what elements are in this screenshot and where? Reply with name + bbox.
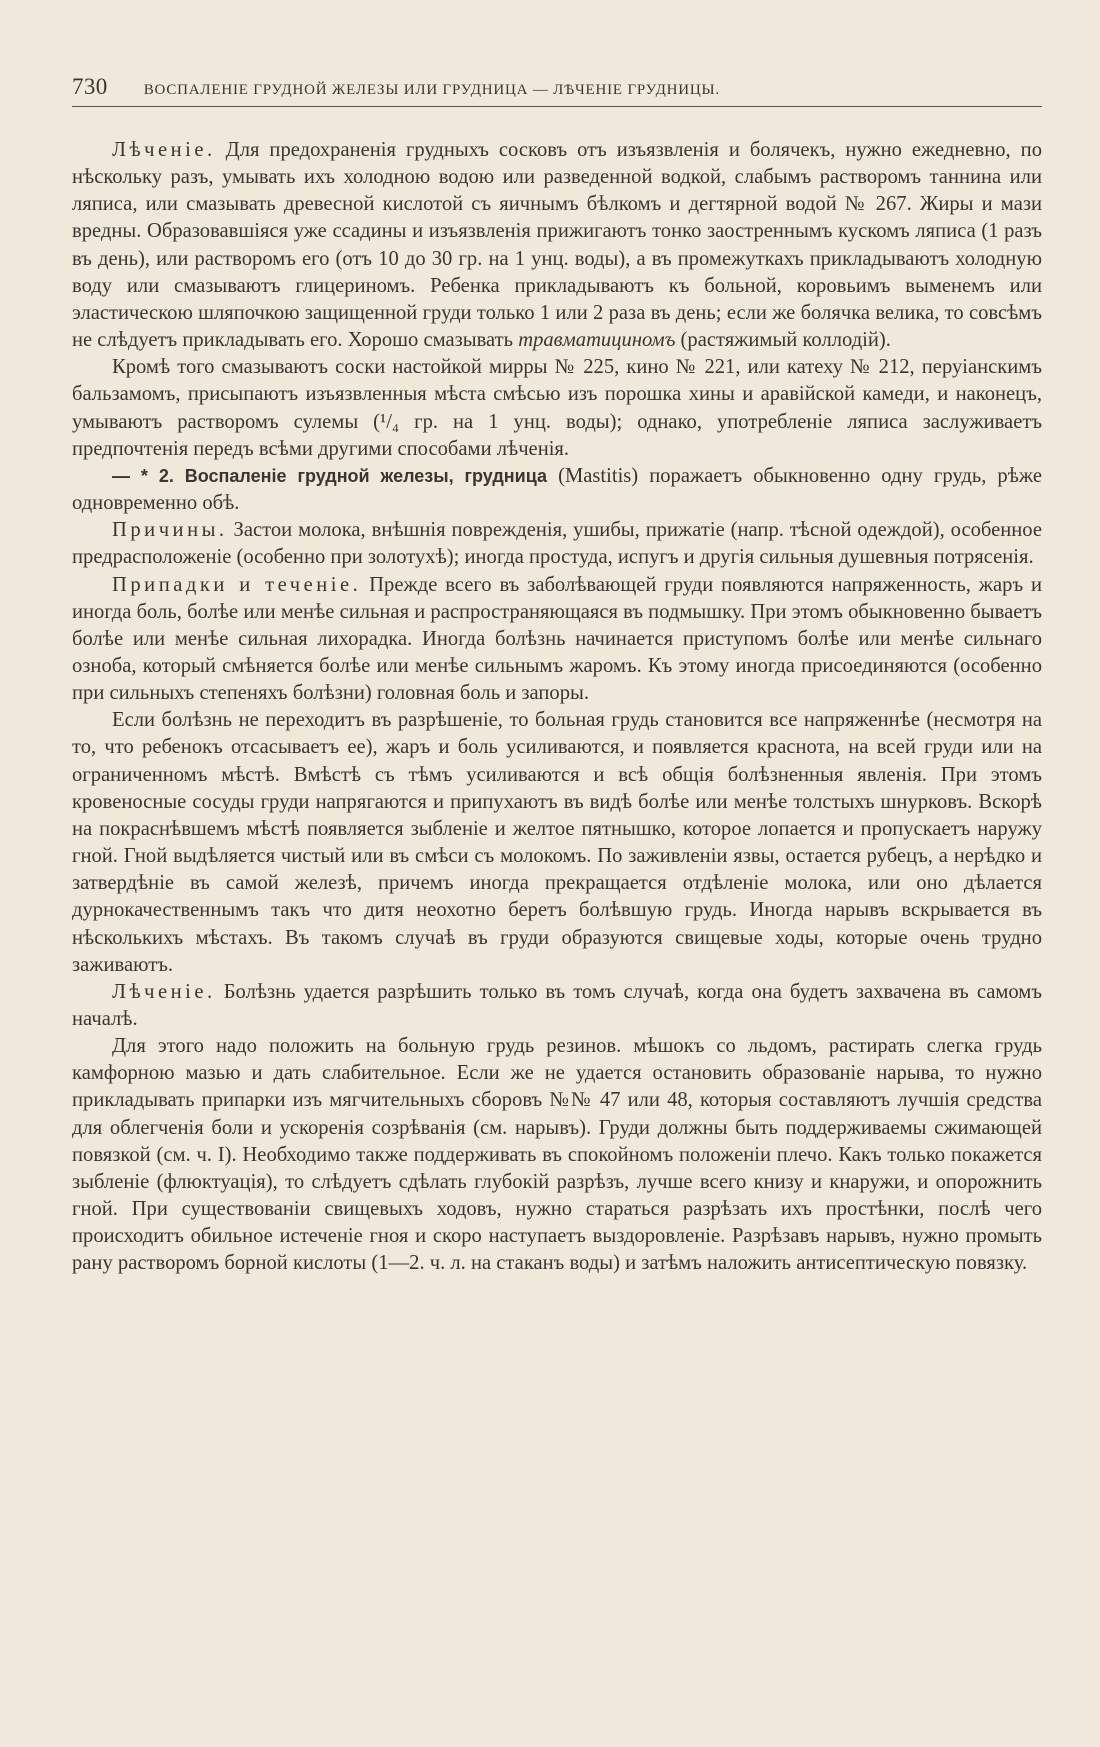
paragraph-lead: Припадки и теченіе.	[112, 573, 362, 596]
paragraph-text: Кромѣ того смазываютъ соски настойкой мирры № 225, кино № 221, или катеху № 212, перуіанскимъ бальзамомъ, присыпаютъ изъязвленныя мѣста смѣсью изъ порошка хины и аравійской камеди, и наконецъ, умываютъ растворомъ сулемы (¹/₄ гр. на 1 унц. воды); однако, употребленіе ляписа заслуживаетъ предпочтенія передъ всѣми другими способами лѣченія.	[72, 356, 1042, 460]
paragraph	[72, 707, 1042, 979]
paragraph-text: Для предохраненія грудныхъ сосковъ отъ изъязвленія и болячекъ, нужно ежедневно, по нѣскольку разъ, умывать ихъ холодною водою или разведенной водкой, слабымъ растворомъ таннина или ляписа, или смазывать древесной кислотой съ яичнымъ бѣлкомъ и дегтярной водой № 267. Жиры и мази вредны. Образовавшіяся уже ссадины и изъязвленія прижигаютъ тонко заостреннымъ кускомъ ляписа (1 разъ въ день), или растворомъ его (отъ 10 до 30 гр. на 1 унц. воды), а въ промежуткахъ прикладываютъ холодную воду или смазываютъ глицериномъ. Ребенка прикладываютъ къ больной, коровьимъ выменемъ или эластическою шляпочкою защищенной груди только 1 или 2 раза въ день; если же болячка велика, то совсѣмъ не слѣдуетъ прикладывать его. Хорошо смазывать	[72, 139, 1042, 352]
paragraph-text: Для этого надо положить на больную грудь резинов. мѣшокъ со льдомъ, растирать слегка грудь камфорною мазью и дать слабительное. Если же не удается остановить образованіе нарыва, то нужно прикладывать припарки изъ мягчительныхъ сборовъ №№ 47 или 48, которыя составляютъ лучшія средства для облегченія боли и ускоренія созрѣванія (см. нарывъ). Груди должны быть поддерживаемы сжимающей повязкой (см. ч. I). Необходимо также поддерживать въ спокойномъ положеніи плечо. Какъ только покажется зыбленіе (флюктуація), то слѣдуетъ сдѣлать глубокій разрѣзъ, лучше всего книзу и кнаружи, и опорожнить гной. При существованіи свищевыхъ ходовъ, нужно стараться разрѣзать ихъ простѣнки, послѣ чего происходитъ обильное истеченіе гноя и скоро наступаетъ выздоровленіе. Разрѣзавъ нарывъ, нужно промыть рану растворомъ борной кислоты (1—2. ч. л. на стаканъ воды) и затѣмъ наложить антисептическую повязку.	[72, 1035, 1042, 1275]
page-header	[72, 74, 1042, 107]
paragraph-tail: (растяжимый коллодій).	[675, 329, 891, 352]
paragraph-lead: Лѣченіе.	[112, 980, 216, 1003]
paragraph-text: Прежде всего въ заболѣвающей груди появляются напряженность, жаръ и иногда боль, болѣе или менѣе сильная и распространяющаяся въ подмышку. При этомъ обыкновенно бываетъ болѣе или менѣе сильная лихорадка. Иногда болѣзнь начинается приступомъ болѣе или менѣе сильнаго озноба, который смѣняется болѣе или менѣе сильнымъ жаромъ. Къ этому иногда присоединяются (особенно при сильныхъ степеняхъ болѣзни) головная боль и запоры.	[72, 573, 1042, 705]
paragraph-lead: — * 2. Воспаленіе грудной железы, грудница	[112, 465, 548, 486]
paragraph	[72, 572, 1042, 708]
paragraph	[72, 1033, 1042, 1277]
page-number: 730	[72, 74, 108, 99]
paragraph-text: Болѣзнь удается разрѣшить только въ томъ случаѣ, когда она будетъ захвачена въ самомъ началѣ.	[72, 980, 1042, 1030]
paragraph-text: Застои молока, внѣшнія поврежденія, ушибы, прижатіе (напр. тѣсной одеждой), особенное предрасположеніе (особенно при золотухѣ); иногда простуда, испугъ и другія сильныя душевныя потрясенія.	[72, 519, 1042, 569]
paragraph	[72, 979, 1042, 1033]
paragraph-italic: травматициномъ	[518, 329, 676, 352]
paragraph-lead: Причины.	[112, 519, 228, 542]
paragraph-text: Если болѣзнь не переходитъ въ разрѣшеніе, то больная грудь становится все напряженнѣе (несмотря на то, что ребенокъ отсасываетъ ее), жаръ и боль усиливаются, и появляется краснота, на всей груди или на ограниченномъ мѣстѣ. Вмѣстѣ съ тѣмъ усиливаются и всѣ общія болѣзненныя явленія. При этомъ кровеносные сосуды груди напрягаются и припухаютъ въ видѣ болѣе или менѣе толстыхъ шнурковъ. Вскорѣ на покраснѣвшемъ мѣстѣ появляется зыбленіе и желтое пятнышко, которое лопается и пропускаетъ наружу гной. Гной выдѣляется чистый или въ смѣси съ молокомъ. По заживленіи язвы, остается рубецъ, а нерѣдко и затвердѣніе въ самой железѣ, причемъ иногда прекращается отдѣленіе молока, или оно дѣлается дурнокачественнымъ такъ что дитя неохотно беретъ болѣвшую грудь. Иногда нарывъ вскрывается въ нѣсколькихъ мѣстахъ. Въ такомъ случаѣ въ груди образуются свищевые ходы, которые очень трудно заживаютъ.	[72, 709, 1042, 976]
paragraph	[72, 517, 1042, 571]
running-head: ВОСПАЛЕНІЕ ГРУДНОЙ ЖЕЛЕЗЫ ИЛИ ГРУДНИЦА — ЛѢЧЕНІЕ ГРУДНИЦЫ.	[143, 82, 720, 98]
paragraph	[72, 354, 1042, 463]
paragraph	[72, 463, 1042, 517]
paragraph	[72, 137, 1042, 354]
body-text	[72, 137, 1042, 1278]
paragraph-text: (Mastitis) поражаетъ обыкновенно одну грудь, рѣже одновременно обѣ.	[72, 464, 1043, 515]
paragraph-lead: Лѣченіе.	[112, 139, 216, 161]
